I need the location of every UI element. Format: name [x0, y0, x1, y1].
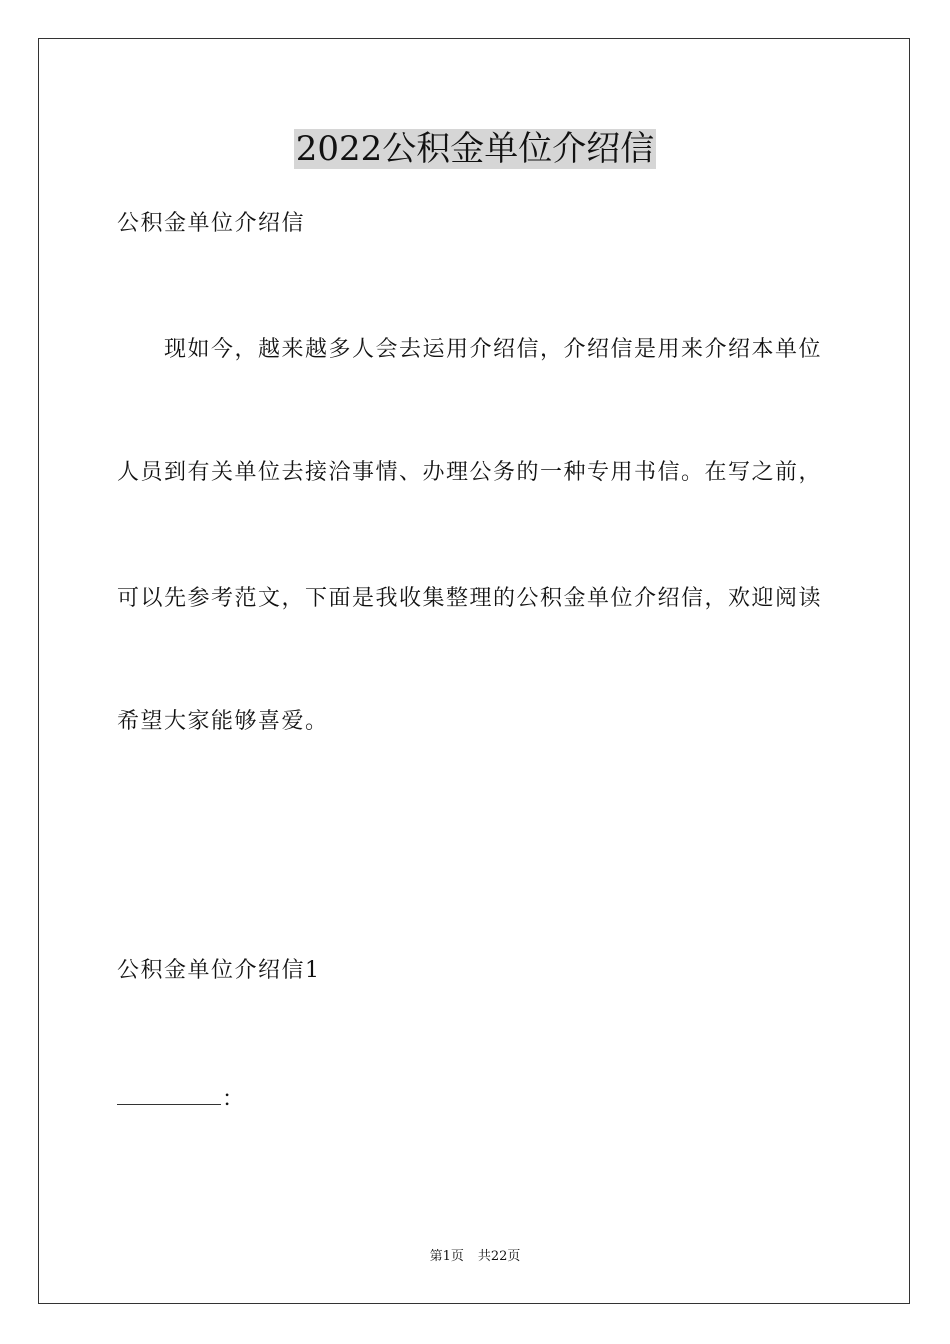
paragraph-line-4: 希望大家能够喜爱。: [117, 709, 329, 734]
section-heading: 公积金单位介绍信1: [117, 958, 321, 983]
paragraph-line-2: 人员到有关单位去接洽事情、办理公务的一种专用书信。在写之前，: [117, 460, 823, 485]
salutation-colon: ：: [222, 1087, 245, 1112]
paragraph-line-3: 可以先参考范文，下面是我收集整理的公积金单位介绍信，欢迎阅读: [117, 586, 823, 611]
recipient-blank-line: [117, 1104, 221, 1105]
page-footer: [0, 1248, 950, 1266]
current-page-label: 第1页: [429, 1249, 464, 1264]
subtitle: 公积金单位介绍信: [117, 211, 306, 236]
total-pages-label: 共22页: [477, 1249, 521, 1264]
document-title: [0, 126, 950, 172]
document-title-text: 2022公积金单位介绍信: [295, 129, 655, 169]
paragraph-line-1: 现如今，越来越多人会去运用介绍信，介绍信是用来介绍本单位: [164, 337, 823, 362]
